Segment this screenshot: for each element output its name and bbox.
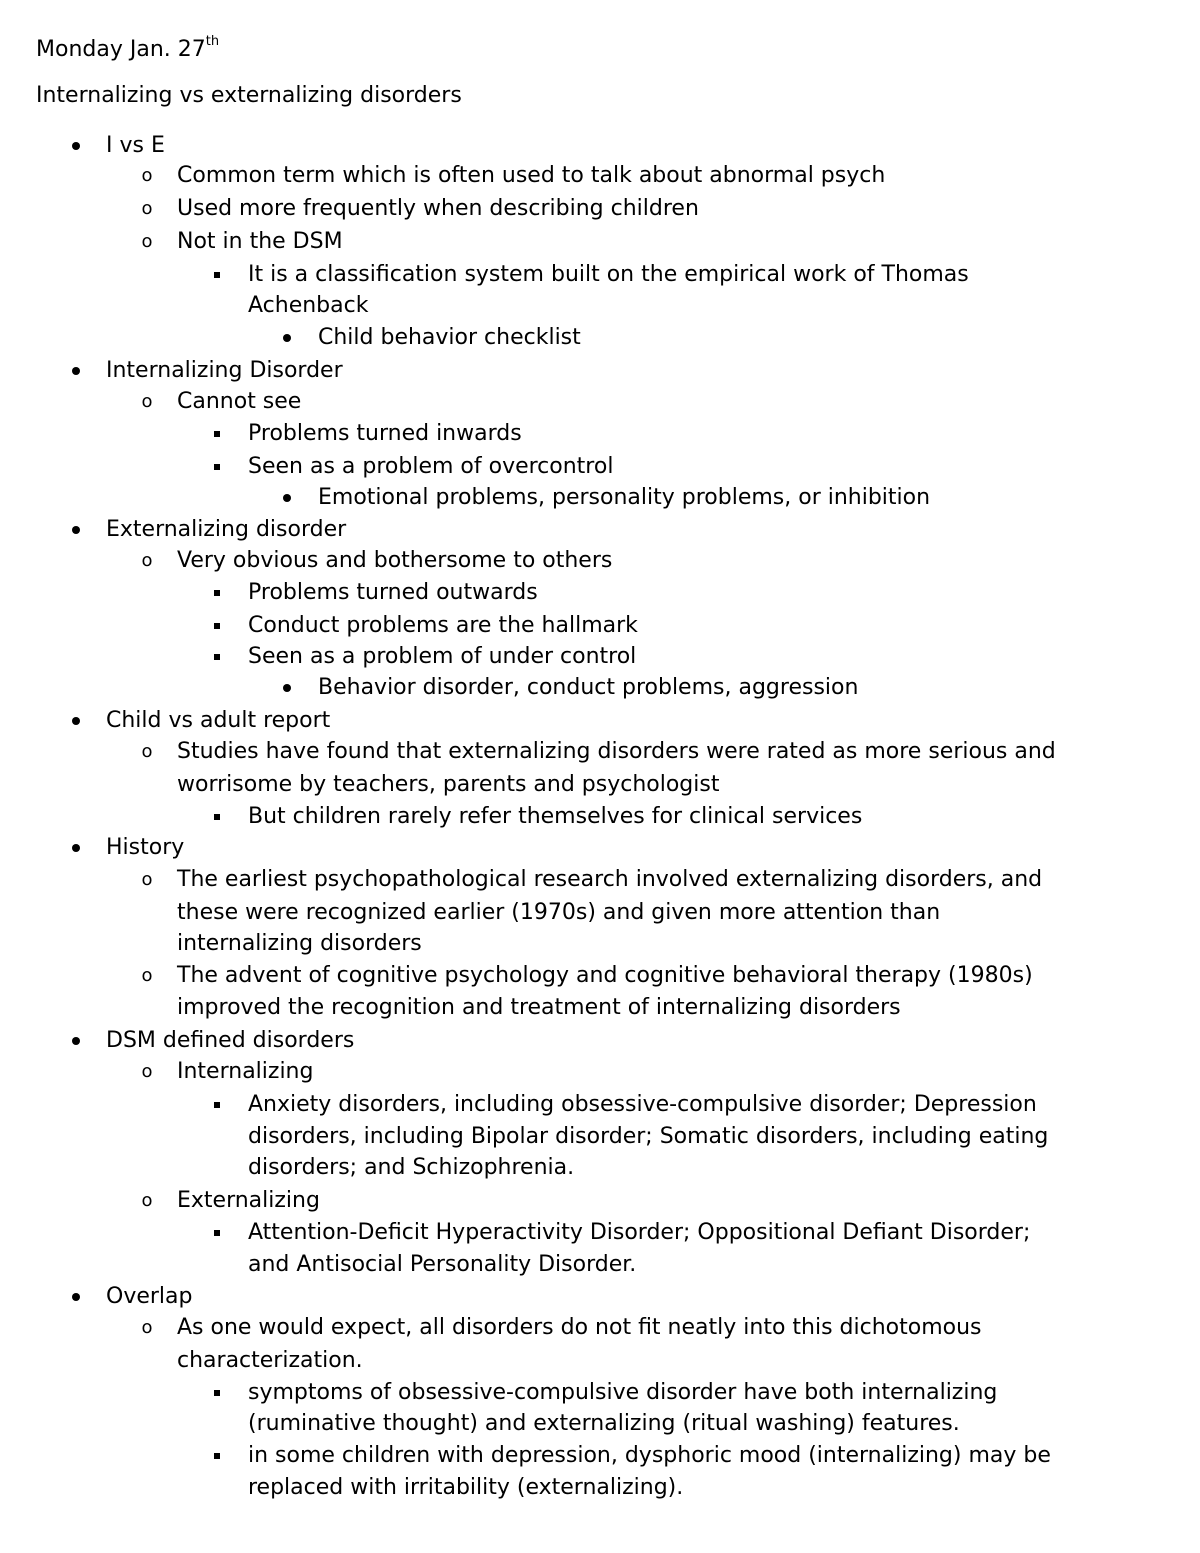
square-bullet-icon [209,577,225,596]
square-bullet-icon [209,418,225,437]
square-bullet-icon [209,641,225,660]
disc-bullet-icon [279,482,295,502]
disc-bullet-icon [68,1281,84,1301]
square-bullet-icon [209,610,225,629]
circle-bullet-icon: o [141,550,153,571]
outline-item-level-1: DSM defined disorders [106,1028,355,1053]
outline-item-level-3: Anxiety disorders, including obsessive-compulsive disorder; Depression [248,1092,1037,1117]
square-bullet-icon [209,1217,225,1236]
outline-item-level-3: Achenback [248,293,369,318]
outline-item-level-2: characterization. [177,1348,363,1373]
square-bullet-icon [209,259,225,278]
square-bullet-icon [209,1377,225,1396]
disc-bullet-icon [68,514,84,534]
circle-bullet-icon: o [141,391,153,412]
outline-item-level-3: It is a classification system built on the empirical work of Thomas [248,262,969,287]
outline-item-level-3: in some children with depression, dysphoric mood (internalizing) may be [248,1443,1051,1468]
circle-bullet-icon: o [141,165,153,186]
outline-item-level-2: internalizing disorders [177,931,422,956]
outline-item-level-2: Studies have found that externalizing disorders were rated as more serious and [177,739,1056,764]
date-text: Monday Jan. 27 [36,37,206,62]
outline-item-level-2: Externalizing [177,1188,320,1213]
square-bullet-icon [209,801,225,820]
circle-bullet-icon: o [141,741,153,762]
disc-bullet-icon [279,672,295,692]
outline-item-level-3: replaced with irritability (externalizing). [248,1475,684,1500]
outline-item-level-3: symptoms of obsessive-compulsive disorder have both internalizing [248,1380,998,1405]
outline-item-level-4: Child behavior checklist [318,325,581,350]
outline-item-level-3: Problems turned outwards [248,580,538,605]
outline-item-level-3: Seen as a problem of under control [248,644,637,669]
circle-bullet-icon: o [141,198,153,219]
outline-item-level-2: As one would expect, all disorders do not fit neatly into this dichotomous [177,1315,982,1340]
outline-item-level-2: Common term which is often used to talk about abnormal psych [177,163,886,188]
outline-item-level-2: Not in the DSM [177,229,343,254]
document-title: Internalizing vs externalizing disorders [36,83,462,108]
date-ordinal-suffix: th [205,33,220,49]
outline-item-level-4: Behavior disorder, conduct problems, aggression [318,675,859,700]
outline-item-level-3: Seen as a problem of overcontrol [248,454,614,479]
outline-item-level-3: Conduct problems are the hallmark [248,613,638,638]
outline-item-level-1: Overlap [106,1284,193,1309]
disc-bullet-icon [68,832,84,852]
disc-bullet-icon [68,130,84,150]
outline-item-level-1: Internalizing Disorder [106,358,343,383]
disc-bullet-icon [68,355,84,375]
outline-item-level-3: Attention-Deficit Hyperactivity Disorder; Oppositional Defiant Disorder; [248,1220,1031,1245]
outline-item-level-2: Internalizing [177,1059,314,1084]
outline-item-level-2: Used more frequently when describing children [177,196,699,221]
outline-item-level-1: I vs E [106,133,165,158]
circle-bullet-icon: o [141,965,153,986]
outline-item-level-2: The earliest psychopathological research involved externalizing disorders, and [177,867,1043,892]
outline-item-level-2: worrisome by teachers, parents and psychologist [177,772,720,797]
square-bullet-icon [209,451,225,470]
document-date [36,34,219,66]
square-bullet-icon [209,1089,225,1108]
outline-item-level-2: The advent of cognitive psychology and cognitive behavioral therapy (1980s) [177,963,1033,988]
square-bullet-icon [209,1440,225,1459]
outline-item-level-3: Problems turned inwards [248,421,522,446]
outline-item-level-2: improved the recognition and treatment of internalizing disorders [177,995,901,1020]
outline-item-level-4: Emotional problems, personality problems, or inhibition [318,485,931,510]
outline-item-level-3: But children rarely refer themselves for clinical services [248,804,863,829]
outline-item-level-1: Externalizing disorder [106,517,347,542]
outline-item-level-2: these were recognized earlier (1970s) and given more attention than [177,900,941,925]
disc-bullet-icon [68,1025,84,1045]
outline-item-level-3: (ruminative thought) and externalizing (ritual washing) features. [248,1411,960,1436]
outline-item-level-3: and Antisocial Personality Disorder. [248,1252,637,1277]
outline-item-level-1: Child vs adult report [106,708,331,733]
disc-bullet-icon [279,322,295,342]
disc-bullet-icon [68,705,84,725]
outline-item-level-2: Cannot see [177,389,302,414]
outline-item-level-3: disorders; and Schizophrenia. [248,1155,575,1180]
outline-item-level-3: disorders, including Bipolar disorder; Somatic disorders, including eating [248,1124,1049,1149]
outline-item-level-1: History [106,835,185,860]
circle-bullet-icon: o [141,1190,153,1211]
circle-bullet-icon: o [141,231,153,252]
circle-bullet-icon: o [141,1061,153,1082]
circle-bullet-icon: o [141,1317,153,1338]
outline-item-level-2: Very obvious and bothersome to others [177,548,613,573]
circle-bullet-icon: o [141,869,153,890]
